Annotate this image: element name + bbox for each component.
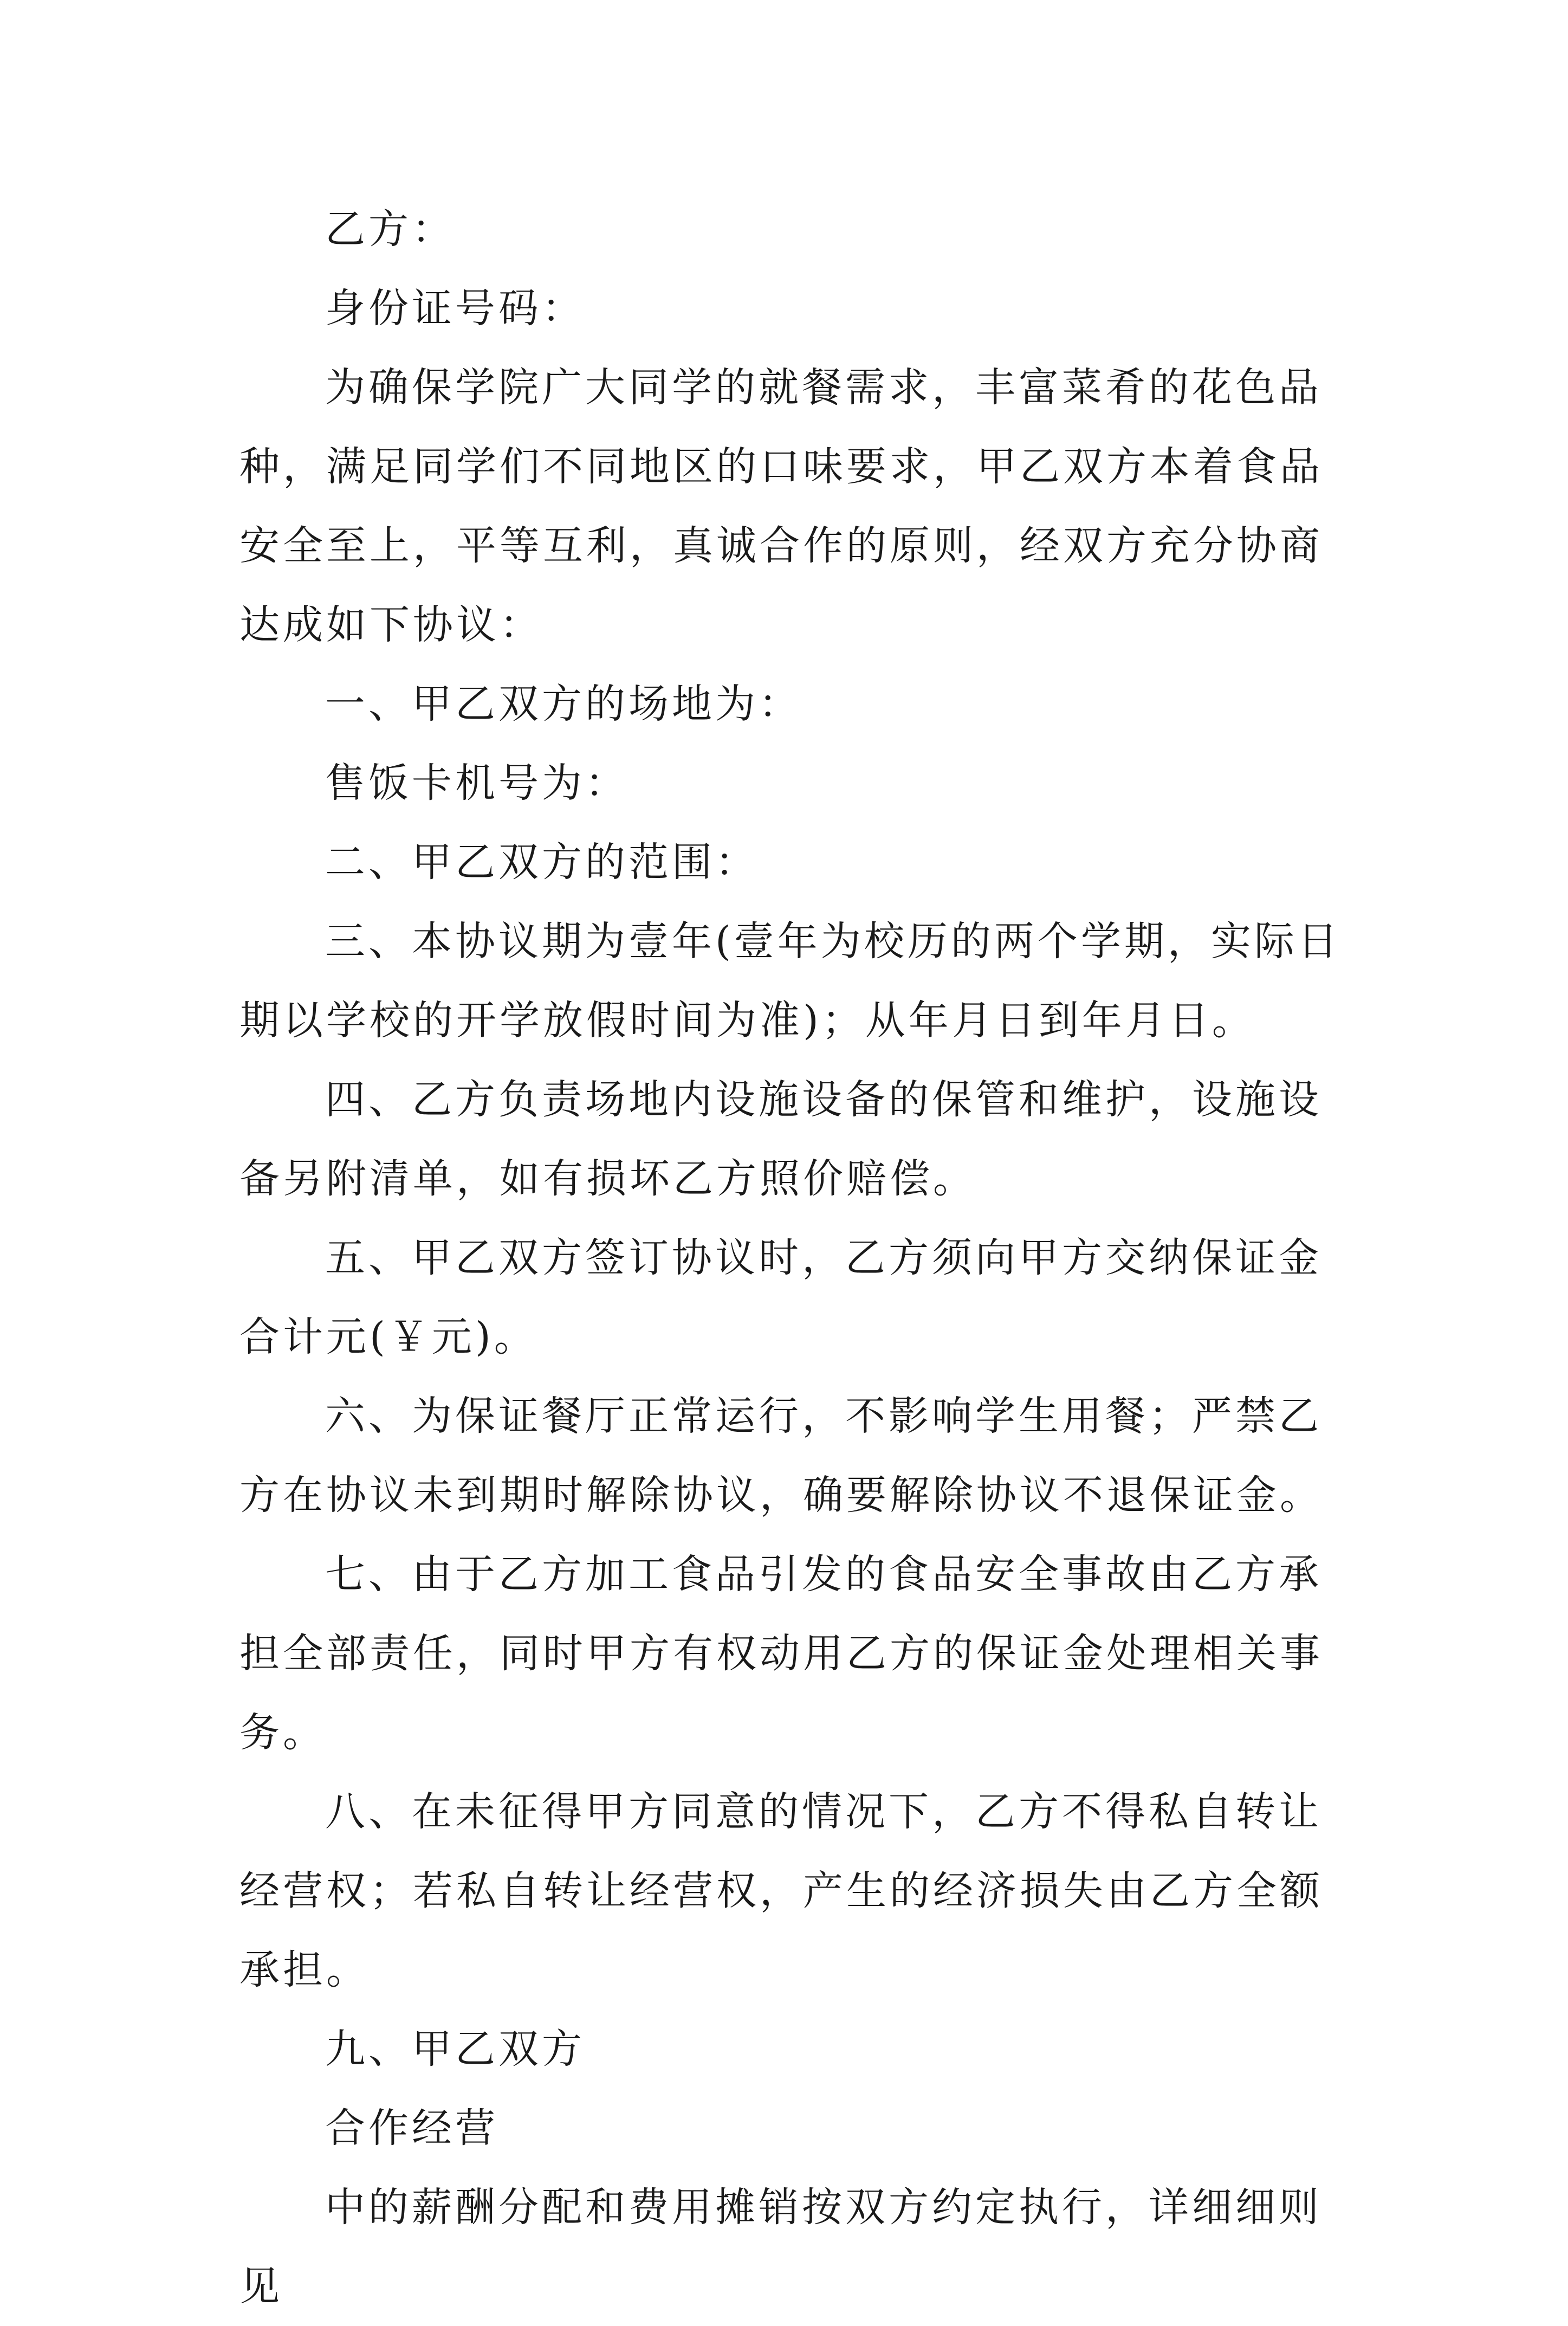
paragraph-party-b: 乙方： — [325, 206, 455, 253]
paragraph-preamble: 为确保学院广大同学的就餐需求，丰富菜肴的花色品种，满足同学们不同地区的口味要求，甲乙双方本着食品安全至上，平等互利，真诚合作的原则，经双方充分协商达成如下协议： — [239, 364, 1323, 648]
paragraph-card-machine: 售饭卡机号为： — [325, 760, 629, 806]
paragraph-clause-6: 六、为保证餐厅正常运行，不影响学生用餐；严禁乙方在协议未到期时解除协议，确要解除协议不退保证金。 — [239, 1393, 1323, 1519]
document-body — [239, 190, 1345, 2326]
paragraph-remuneration: 中的薪酬分配和费用摊销按双方约定执行，详细细则见 — [239, 2184, 1322, 2310]
paragraph-clause-3: 三、本协议期为壹年(壹年为校历的两个学期，实际日期以学校的开学放假时间为准)；从年月日到年月日。 — [239, 918, 1341, 1044]
paragraph-clause-2: 二、甲乙双方的范围： — [325, 839, 759, 886]
paragraph-cooperation: 合作经营 — [325, 2105, 498, 2151]
paragraph-clause-7: 七、由于乙方加工食品引发的食品安全事故由乙方承担全部责任，同时甲方有权动用乙方的保证金处理相关事务。 — [239, 1551, 1323, 1756]
paragraph-id-number: 身份证号码： — [325, 285, 585, 332]
paragraph-clause-4: 四、乙方负责场地内设施设备的保管和维护，设施设备另附清单，如有损坏乙方照价赔偿。 — [239, 1076, 1322, 1202]
paragraph-clause-5: 五、甲乙双方签订协议时，乙方须向甲方交纳保证金合计元(￥元)。 — [239, 1235, 1322, 1360]
paragraph-clause-9: 九、甲乙双方 — [325, 2026, 585, 2072]
paragraph-clause-1: 一、甲乙双方的场地为： — [325, 681, 802, 727]
paragraph-clause-8: 八、在未征得甲方同意的情况下，乙方不得私自转让经营权；若私自转让经营权，产生的经济损失由乙方全额承担。 — [239, 1788, 1323, 1993]
